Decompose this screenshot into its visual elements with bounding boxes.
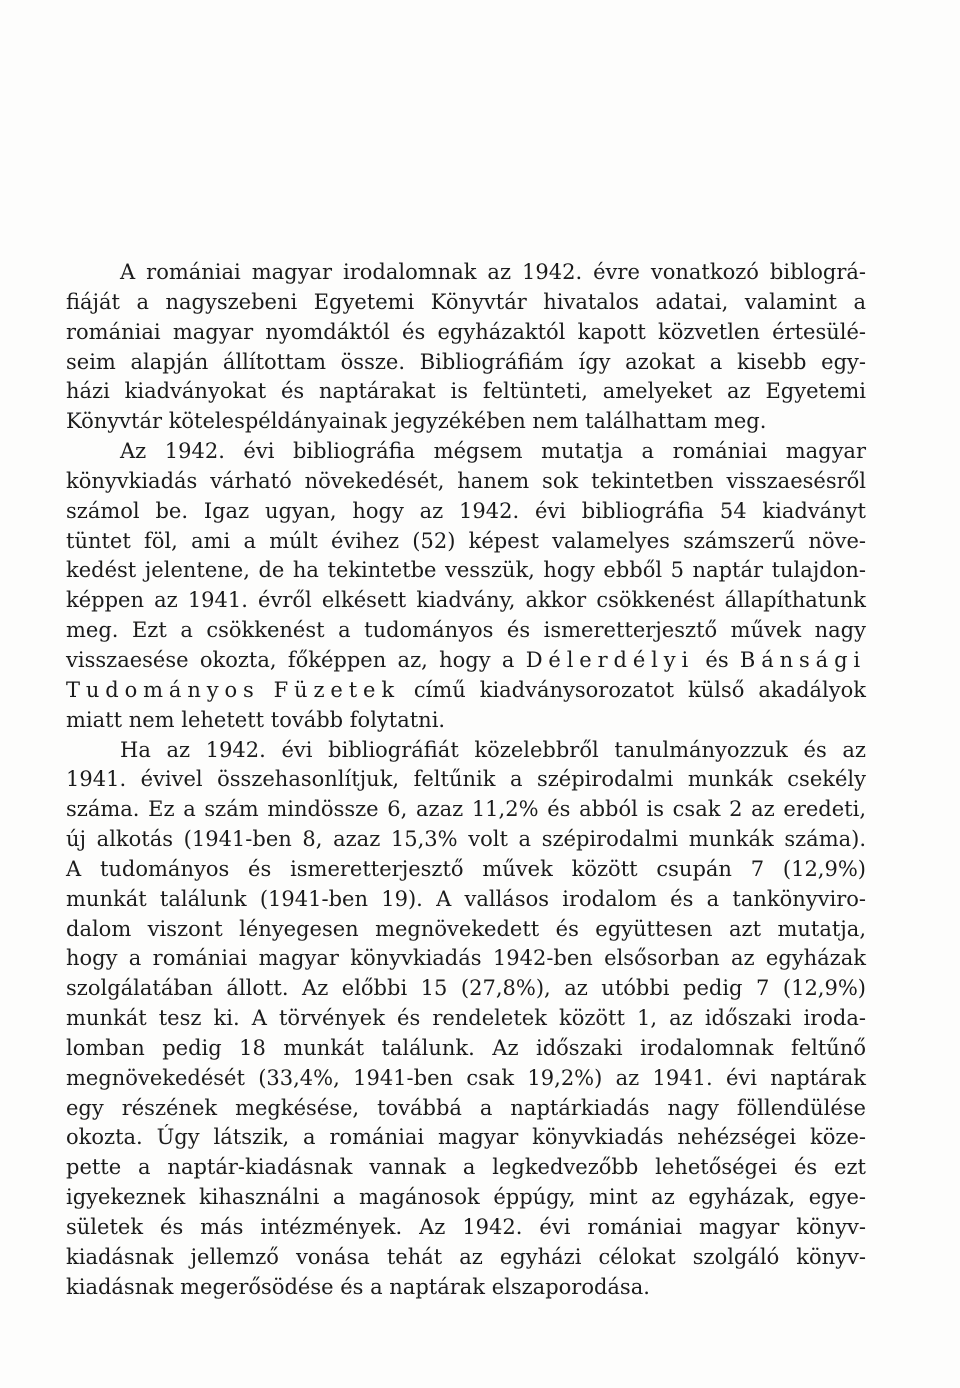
text-line: miatt nem lehetett tovább folytatni. — [66, 707, 446, 732]
text-line: kedést jelentene, de ha tekintetbe vesszük, hogy ebből 5 naptár tulajdon- — [66, 558, 866, 583]
text-segment: című kiadványsorozatot külső akadályok — [399, 677, 867, 702]
spaced-title: Tudományos — [66, 677, 260, 702]
text-line: A romániai magyar irodalomnak az 1942. évre vonatkozó biblográ- — [120, 260, 866, 284]
text-line: sületek és más intézmények. Az 1942. évi romániai magyar könyv- — [66, 1215, 866, 1239]
text-segment — [260, 678, 274, 702]
text-line: megnövekedését (33,4%, 1941-ben csak 19,2%) az 1941. évi naptárak — [66, 1065, 866, 1090]
text-line: dalom viszont lényegesen megnövekedett és együttesen azt mutatja, — [66, 916, 866, 941]
text-line: munkát találunk (1941-ben 19). A vallásos irodalom és a tankönyviro- — [66, 886, 866, 911]
spaced-title: Bánsági — [739, 647, 866, 672]
body-text — [66, 258, 866, 1303]
text-line: romániai magyar nyomdáktól és egyházaktól kapott közvetlen értesülé- — [66, 319, 866, 344]
text-line: számol be. Igaz ugyan, hogy az 1942. évi bibliográfia 54 kiadványt — [66, 498, 866, 523]
text-line: száma. Ez a szám mindössze 6, azaz 11,2% és abból is csak 2 az eredeti, — [66, 797, 866, 822]
text-line: képpen az 1941. évről elkésett kiadvány, akkor csökkenést állapíthatunk — [66, 588, 866, 613]
text-line: kiadásnak jellemző vonása tehát az egyházi célokat szolgáló könyv- — [66, 1244, 866, 1269]
text-line: tüntet föl, ami a múlt évihez (52) képest valamelyes számszerű növe- — [66, 528, 866, 553]
text-line: lomban pedig 18 munkát találunk. Az időszaki irodalomnak feltűnő — [66, 1035, 866, 1060]
text-segment: visszaesése okozta, főképpen az, hogy a — [66, 647, 526, 672]
text-line: Az 1942. évi bibliográfia mégsem mutatja a romániai magyar — [120, 439, 866, 464]
text-line: szolgálatában állott. Az előbbi 15 (27,8%), az utóbbi pedig 7 (12,9%) — [66, 976, 866, 1001]
text-line: egy részének megkésése, továbbá a naptárkiadás nagy föllendülése — [66, 1095, 866, 1120]
text-line — [66, 676, 866, 706]
spaced-title: Délerdélyi — [525, 647, 695, 672]
text-line: pette a naptár-kiadásnak vannak a legkedvezőbb lehetőségei és ezt — [66, 1155, 866, 1180]
text-line: házi kiadványokat és naptárakat is feltünteti, amelyeket az Egyetemi — [66, 379, 866, 404]
text-line — [66, 646, 866, 676]
text-line: fiáját a nagyszebeni Egyetemi Könyvtár hivatalos adatai, valamint a — [66, 289, 866, 314]
text-line: könyvkiadás várható növekedését, hanem sok tekintetben visszaesésről — [66, 468, 866, 493]
text-line: új alkotás (1941-ben 8, azaz 15,3% volt a szépirodalmi munkák száma). — [66, 827, 866, 852]
text-line: meg. Ezt a csökkenést a tudományos és ismeretterjesztő művek nagy — [66, 618, 866, 643]
text-line: okozta. Úgy látszik, a romániai magyar könyvkiadás nehézségei köze- — [66, 1125, 866, 1150]
text-line: igyekeznek kihasználni a magánosok éppúgy, mint az egyházak, egye- — [66, 1185, 866, 1210]
spaced-title: Füzetek — [273, 677, 400, 702]
text-line: hogy a romániai magyar könyvkiadás 1942-ben elsősorban az egyházak — [66, 946, 866, 971]
text-line: Ha az 1942. évi bibliográfiát közelebbről tanulmányozzuk és az — [120, 737, 866, 762]
text-line: kiadásnak megerősödése és a naptárak elszaporodása. — [66, 1274, 650, 1299]
text-segment: és — [694, 647, 740, 672]
text-line: seim alapján állítottam össze. Bibliográfiám így azokat a kisebb egy- — [66, 349, 866, 374]
text-line: Könyvtár kötelespéldányainak jegyzékében nem találhattam meg. — [66, 409, 767, 434]
text-line: A tudományos és ismeretterjesztő művek között csupán 7 (12,9%) — [66, 856, 866, 881]
text-line: 1941. évivel összehasonlítjuk, feltűnik a szépirodalmi munkák csekély — [66, 767, 866, 792]
text-line: munkát tesz ki. A törvények és rendeletek között 1, az időszaki iroda- — [66, 1006, 866, 1031]
